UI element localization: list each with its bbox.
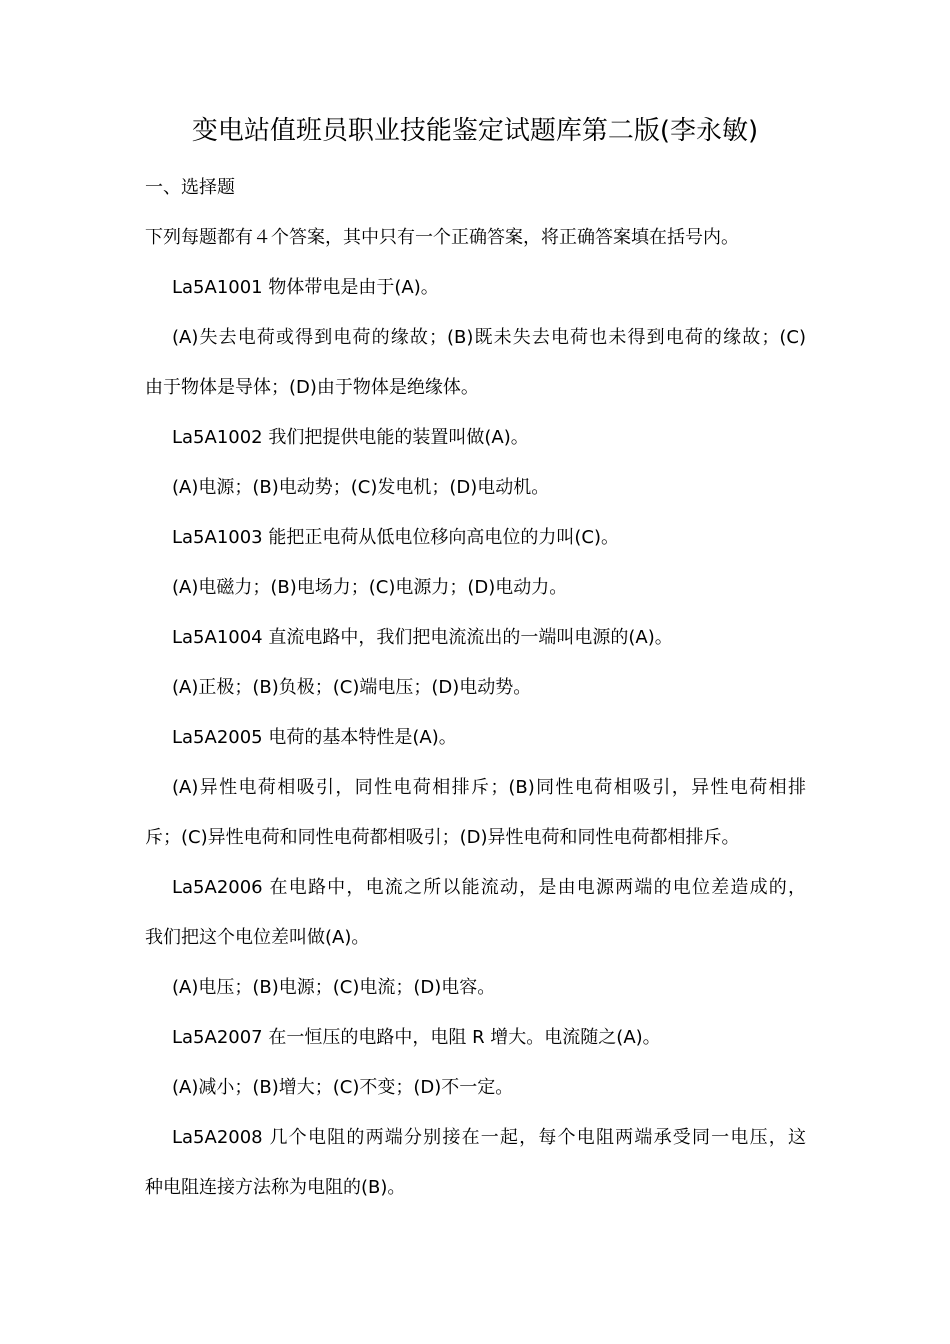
answer-options: (A)减小；(B)增大；(C)不变；(D)不一定。 (172, 1077, 514, 1098)
question-stem-continued: 我们把这个电位差叫做(A)。 (145, 927, 370, 948)
answer-options: (A)电磁力；(B)电场力；(C)电源力；(D)电动力。 (172, 577, 568, 598)
answer-options: (A)电压；(B)电源；(C)电流；(D)电容。 (172, 977, 496, 998)
answer-options-continued: 斥；(C)异性电荷和同性电荷都相吸引；(D)异性电荷和同性电荷都相排斥。 (145, 827, 740, 848)
question-stem: La5A2006 在电路中，电流之所以能流动，是由电源两端的电位差造成的， (172, 877, 806, 898)
question-stem: La5A1004 直流电路中，我们把电流流出的一端叫电源的(A)。 (172, 627, 673, 648)
answer-options-continued: 由于物体是导体；(D)由于物体是绝缘体。 (145, 377, 479, 398)
question-stem: La5A1003 能把正电荷从低电位移向高电位的力叫(C)。 (172, 527, 619, 548)
question-stem-continued: 种电阻连接方法称为电阻的(B)。 (145, 1177, 406, 1198)
question-stem: La5A2005 电荷的基本特性是(A)。 (172, 727, 457, 748)
question-stem: La5A2007 在一恒压的电路中，电阻 R 增大。电流随之(A)。 (172, 1027, 661, 1048)
answer-options: (A)正极；(B)负极；(C)端电压；(D)电动势。 (172, 677, 532, 698)
instructions: 下列每题都有４个答案，其中只有一个正确答案，将正确答案填在括号内。 (145, 227, 739, 248)
section-heading: 一、选择题 (145, 177, 235, 198)
question-stem: La5A1002 我们把提供电能的装置叫做(A)。 (172, 427, 529, 448)
question-stem: La5A1001 物体带电是由于(A)。 (172, 277, 439, 298)
answer-options: (A)异性电荷相吸引，同性电荷相排斥；(B)同性电荷相吸引，异性电荷相排 (172, 777, 806, 798)
document-title: 变电站值班员职业技能鉴定试题库第二版(李永敏) (191, 116, 759, 146)
question-stem: La5A2008 几个电阻的两端分别接在一起，每个电阻两端承受同一电压，这 (172, 1127, 806, 1148)
answer-options: (A)电源；(B)电动势；(C)发电机；(D)电动机。 (172, 477, 550, 498)
answer-options: (A)失去电荷或得到电荷的缘故；(B)既未失去电荷也未得到电荷的缘故；(C) (172, 327, 806, 348)
